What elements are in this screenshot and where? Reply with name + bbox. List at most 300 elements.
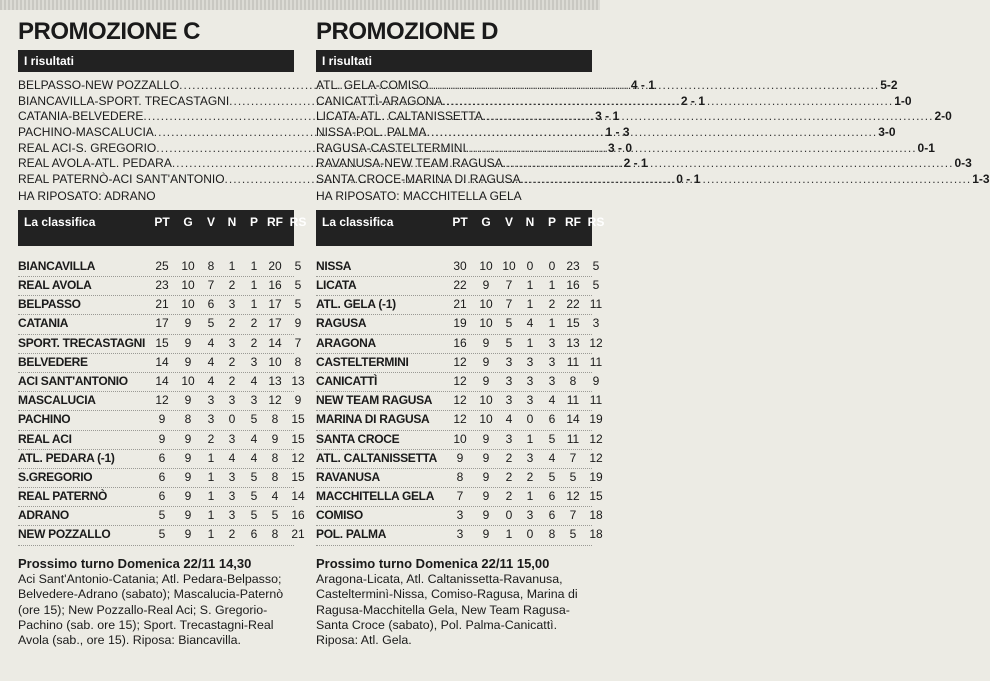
stat-cell: 9	[482, 335, 490, 350]
standings-header	[18, 210, 307, 246]
stat-cell: 9	[294, 393, 302, 408]
standings-row	[316, 507, 603, 526]
stat-cell: 1	[250, 297, 258, 312]
stat-cell: 9	[184, 316, 192, 331]
column-header: RF	[565, 214, 581, 229]
standings-row	[18, 258, 302, 277]
next-round-text: Aragona-Licata, Atl. Caltanissetta-Ravanusa, Castelterminì-Nissa, Comiso-Ragusa, Marina di Ragusa-Macchitella Gela, New Team Ragusa-Santa Croce (sabato), Pol. Palma-Canicattì. Riposa: Atl. Gela.	[316, 571, 578, 648]
stat-cell: 2	[505, 450, 513, 465]
stat-cell: 8	[271, 450, 279, 465]
result-score: 4 - 1	[630, 78, 655, 92]
stat-cell: 3	[228, 489, 236, 504]
team-name: ARAGONA	[316, 335, 376, 350]
stat-cell: 8	[456, 469, 464, 484]
stat-cell: 9	[482, 278, 490, 292]
standings-table	[18, 258, 305, 546]
result-score: 1-0	[894, 93, 912, 108]
stat-cell: 19	[589, 412, 603, 427]
team-name: RAVANUSA	[316, 469, 380, 484]
result-score: 1-3	[972, 172, 990, 187]
stat-cell: 1	[548, 278, 556, 292]
standings-row	[18, 335, 302, 354]
stat-cell: 8	[207, 258, 215, 273]
stat-cell: 2	[526, 469, 534, 484]
stat-cell: 8	[271, 412, 279, 427]
dot-leader	[428, 78, 879, 94]
result-match: REAL ACI-S. GREGORIO	[18, 140, 157, 155]
stat-cell: 7	[569, 450, 577, 465]
stat-cell: 2	[207, 431, 215, 446]
stat-cell: 14	[268, 335, 282, 350]
stat-cell: 4	[548, 450, 556, 465]
stat-cell: 9	[294, 316, 302, 331]
stat-cell: 1	[526, 278, 534, 292]
stat-cell: 12	[589, 431, 603, 446]
stat-cell: 3	[505, 393, 513, 408]
stat-cell: 15	[291, 469, 305, 484]
stat-cell: 7	[294, 335, 302, 350]
stat-cell: 3	[228, 297, 236, 312]
dot-leader	[426, 125, 877, 141]
team-name: NEW POZZALLO	[18, 527, 111, 542]
stat-cell: 1	[526, 297, 534, 312]
stat-cell: 3	[526, 450, 534, 465]
stat-cell: 1	[207, 450, 215, 465]
column-header: N	[227, 214, 237, 229]
stat-cell: 8	[294, 354, 302, 369]
standings-row	[18, 431, 305, 450]
stat-cell: 8	[548, 527, 556, 542]
stat-cell: 7	[207, 278, 215, 292]
result-score: 3-0	[878, 125, 896, 140]
stat-cell: 6	[158, 450, 166, 465]
stat-cell: 22	[453, 278, 467, 292]
stat-cell: 3	[548, 373, 556, 388]
column-header: N	[525, 214, 535, 229]
stat-cell: 15	[155, 335, 169, 350]
stat-cell: 21	[453, 297, 467, 312]
stat-cell: 8	[569, 373, 577, 388]
stat-cell: 0	[526, 527, 534, 542]
team-name: RAGUSA	[316, 316, 367, 331]
team-name: CATANIA	[18, 316, 69, 331]
stat-cell: 5	[569, 469, 577, 484]
standings-row	[316, 450, 603, 469]
stat-cell: 15	[566, 316, 580, 331]
stat-cell: 5	[158, 508, 166, 523]
stat-cell: 25	[155, 258, 169, 273]
stat-cell: 18	[589, 527, 603, 542]
stat-cell: 5	[250, 469, 258, 484]
stat-cell: 7	[569, 508, 577, 523]
stat-cell: 18	[589, 508, 603, 523]
stat-cell: 2	[228, 316, 236, 331]
stat-cell: 1	[548, 316, 556, 331]
standings-table	[316, 258, 603, 546]
stat-cell: 3	[505, 373, 513, 388]
stat-cell: 1	[526, 335, 534, 350]
stat-cell: 20	[268, 258, 282, 273]
stat-cell: 10	[181, 258, 195, 273]
team-name: NISSA	[316, 258, 352, 273]
stat-cell: 11	[589, 297, 603, 312]
team-name: ACI SANT'ANTONIO	[18, 373, 128, 388]
result-match: ATL. GELA-COMISO	[316, 78, 429, 92]
stat-cell: 1	[228, 258, 236, 273]
stat-cell: 12	[291, 450, 305, 465]
dot-leader	[520, 172, 971, 188]
next-round-title: Prossimo turno Domenica 22/11 14,30	[18, 555, 252, 571]
stat-cell: 12	[155, 393, 169, 408]
standings-label: La classifica	[24, 214, 96, 229]
stat-cell: 3	[207, 393, 215, 408]
next-round-text: Aci Sant'Antonio-Catania; Atl. Pedara-Belpasso; Belvedere-Adrano (sabato); Mascalucia-Paternò (ore 15); New Pozzallo-Real Aci; S. Gregorio-Pachino (sab. ore 15); Sport. Trecastagni-Real Avola (sab., ore 15). Riposa: Biancavilla.	[18, 571, 284, 648]
result-match: REAL AVOLA-ATL. PEDARA	[18, 156, 172, 171]
stat-cell: 3	[526, 508, 534, 523]
standings-row	[18, 392, 302, 411]
stat-cell: 23	[155, 278, 169, 292]
column-header: PT	[154, 214, 170, 229]
stat-cell: 19	[589, 469, 603, 484]
stat-cell: 3	[456, 527, 464, 542]
dot-leader	[503, 156, 954, 172]
team-name: NEW TEAM RAGUSA	[316, 393, 433, 408]
team-name: REAL PATERNÒ	[18, 489, 108, 504]
stat-cell: 3	[505, 431, 513, 446]
stat-cell: 9	[482, 431, 490, 446]
standings-row	[18, 315, 302, 334]
stat-cell: 4	[526, 316, 534, 331]
standings-row	[316, 469, 603, 488]
stat-cell: 3	[228, 393, 236, 408]
column-header: G	[183, 214, 193, 229]
stat-cell: 0	[526, 258, 534, 273]
stat-cell: 0	[526, 412, 534, 427]
stat-cell: 11	[589, 393, 603, 408]
dot-leader	[442, 94, 893, 110]
standings-row	[316, 526, 603, 545]
stat-cell: 10	[479, 297, 493, 312]
section-title: PROMOZIONE C	[18, 18, 201, 45]
stat-cell: 7	[505, 278, 513, 292]
standings-row	[18, 488, 305, 507]
stat-cell: 3	[250, 354, 258, 369]
stat-cell: 12	[268, 393, 282, 408]
stat-cell: 21	[291, 527, 305, 542]
standings-row	[18, 354, 302, 373]
stat-cell: 1	[250, 278, 258, 292]
standings-row	[316, 373, 600, 392]
stat-cell: 8	[184, 412, 192, 427]
stat-cell: 4	[207, 335, 215, 350]
result-score: 5-2	[880, 78, 898, 92]
stat-cell: 16	[268, 278, 282, 292]
stat-cell: 3	[592, 316, 600, 331]
rest-note: HA RIPOSATO: ADRANO	[18, 188, 156, 203]
stat-cell: 6	[250, 527, 258, 542]
stat-cell: 11	[589, 354, 603, 369]
team-name: ATL. CALTANISSETTA	[316, 450, 438, 465]
stat-cell: 1	[505, 527, 513, 542]
stat-cell: 10	[479, 412, 493, 427]
stat-cell: 2	[250, 316, 258, 331]
stat-cell: 4	[250, 373, 258, 388]
stat-cell: 13	[566, 335, 580, 350]
stat-cell: 16	[291, 508, 305, 523]
section-title: PROMOZIONE D	[316, 18, 499, 45]
stat-cell: 23	[566, 258, 580, 273]
stat-cell: 9	[592, 373, 600, 388]
stat-cell: 10	[181, 297, 195, 312]
stat-cell: 1	[526, 431, 534, 446]
stat-cell: 3	[228, 431, 236, 446]
column-header: RS	[289, 214, 307, 229]
standings-row	[18, 373, 305, 392]
team-name: REAL ACI	[18, 431, 72, 446]
stat-cell: 5	[250, 508, 258, 523]
rest-note: HA RIPOSATO: MACCHITELLA GELA	[316, 188, 522, 203]
stat-cell: 9	[184, 335, 192, 350]
result-match: PACHINO-MASCALUCIA	[18, 125, 154, 140]
team-name: ATL. PEDARA (-1)	[18, 450, 115, 465]
stat-cell: 9	[184, 527, 192, 542]
column-header: P	[547, 214, 556, 229]
stat-cell: 14	[566, 412, 580, 427]
stat-cell: 2	[505, 489, 513, 504]
standings-row	[316, 354, 603, 373]
stat-cell: 3	[228, 508, 236, 523]
stat-cell: 0	[548, 258, 556, 273]
result-score: 2 - 1	[680, 93, 705, 108]
stat-cell: 8	[271, 527, 279, 542]
stat-cell: 2	[228, 278, 236, 292]
result-match: LICATA-ATL. CALTANISSETTA	[316, 109, 483, 124]
team-name: REAL AVOLA	[18, 278, 92, 292]
standings-row	[316, 258, 600, 277]
next-round-title: Prossimo turno Domenica 22/11 15,00	[316, 555, 550, 571]
stat-cell: 9	[482, 373, 490, 388]
stat-cell: 7	[456, 489, 464, 504]
stat-cell: 6	[158, 469, 166, 484]
stat-cell: 5	[294, 258, 302, 273]
stat-cell: 5	[569, 527, 577, 542]
results-header: I risultati	[18, 50, 294, 72]
stat-cell: 3	[526, 373, 534, 388]
team-name: PACHINO	[18, 412, 71, 427]
stat-cell: 9	[184, 393, 192, 408]
stat-cell: 5	[207, 316, 215, 331]
stat-cell: 9	[184, 489, 192, 504]
stat-cell: 9	[482, 527, 490, 542]
result-match: CATANIA-BELVEDERE	[18, 109, 144, 124]
result-score: 1 - 3	[605, 125, 630, 140]
stat-cell: 12	[453, 393, 467, 408]
team-name: S.GREGORIO	[18, 469, 93, 484]
result-score: 3 - 0	[608, 140, 633, 155]
stat-cell: 12	[589, 335, 603, 350]
stat-cell: 2	[228, 527, 236, 542]
stat-cell: 17	[268, 297, 282, 312]
result-score: 2 - 1	[623, 156, 648, 171]
result-score: 0-3	[954, 156, 972, 171]
stat-cell: 13	[268, 373, 282, 388]
result-match: RAGUSA-CASTELTERMINI	[316, 140, 466, 155]
column-header: P	[249, 214, 258, 229]
stat-cell: 22	[566, 297, 580, 312]
stat-cell: 5	[505, 335, 513, 350]
stat-cell: 3	[456, 508, 464, 523]
stat-cell: 9	[482, 469, 490, 484]
stat-cell: 5	[250, 412, 258, 427]
team-name: COMISO	[316, 508, 363, 523]
stat-cell: 4	[250, 450, 258, 465]
stat-cell: 1	[207, 527, 215, 542]
standings-row	[18, 526, 305, 545]
stat-cell: 2	[228, 373, 236, 388]
stat-cell: 4	[207, 354, 215, 369]
standings-row	[18, 450, 305, 469]
column-promozione-d	[316, 10, 990, 648]
stat-cell: 9	[184, 431, 192, 446]
result-score: 3 - 1	[595, 109, 620, 124]
stat-cell: 9	[158, 431, 166, 446]
stat-cell: 4	[228, 450, 236, 465]
stat-cell: 3	[526, 393, 534, 408]
column-header: V	[206, 214, 215, 229]
stat-cell: 5	[592, 278, 600, 292]
stat-cell: 9	[184, 450, 192, 465]
result-score: 0 - 1	[676, 172, 701, 187]
team-name: ADRANO	[18, 508, 69, 523]
result-match: REAL PATERNÒ-ACI SANT'ANTONIO	[18, 172, 225, 187]
stat-cell: 12	[589, 450, 603, 465]
stat-cell: 4	[548, 393, 556, 408]
stat-cell: 10	[453, 431, 467, 446]
stat-cell: 12	[453, 354, 467, 369]
stat-cell: 3	[548, 354, 556, 369]
stat-cell: 17	[155, 316, 169, 331]
stat-cell: 9	[482, 450, 490, 465]
stat-cell: 9	[184, 354, 192, 369]
standings-label: La classifica	[322, 214, 394, 229]
stat-cell: 8	[271, 469, 279, 484]
team-name: MACCHITELLA GELA	[316, 489, 435, 504]
stat-cell: 0	[505, 508, 513, 523]
result-match: NISSA-POL. PALMA	[316, 125, 427, 140]
stat-cell: 4	[271, 489, 279, 504]
standings-row	[316, 335, 603, 354]
result-match: RAVANUSA-NEW TEAM RAGUSA	[316, 156, 503, 171]
stat-cell: 16	[566, 278, 580, 292]
standings-row	[18, 277, 302, 296]
column-header: RS	[587, 214, 605, 229]
stat-cell: 4	[207, 373, 215, 388]
stat-cell: 4	[250, 431, 258, 446]
result-match: CANICATTÌ-ARAGONA	[316, 93, 443, 108]
stat-cell: 14	[155, 354, 169, 369]
stat-cell: 2	[505, 469, 513, 484]
standings-row	[316, 488, 603, 507]
stat-cell: 5	[294, 297, 302, 312]
result-match: SANTA CROCE-MARINA DI RAGUSA	[316, 172, 521, 187]
result-match: BELPASSO-NEW POZZALLO	[18, 78, 180, 92]
team-name: BELPASSO	[18, 297, 81, 312]
stat-cell: 1	[250, 258, 258, 273]
team-name: LICATA	[316, 278, 357, 292]
top-band	[0, 0, 600, 10]
stat-cell: 3	[250, 393, 258, 408]
results-header: I risultati	[316, 50, 592, 72]
result-score: 2-0	[934, 109, 952, 124]
stat-cell: 30	[453, 258, 467, 273]
stat-cell: 3	[207, 412, 215, 427]
standings-row	[316, 392, 603, 411]
standings-row	[18, 411, 305, 430]
stat-cell: 15	[291, 431, 305, 446]
stat-cell: 6	[548, 412, 556, 427]
stat-cell: 9	[456, 450, 464, 465]
stat-cell: 14	[291, 489, 305, 504]
stat-cell: 5	[294, 278, 302, 292]
next-round	[316, 556, 592, 649]
stat-cell: 14	[155, 373, 169, 388]
stat-cell: 5	[505, 316, 513, 331]
stat-cell: 5	[548, 431, 556, 446]
team-name: SANTA CROCE	[316, 431, 400, 446]
stat-cell: 15	[291, 412, 305, 427]
column-header: G	[481, 214, 491, 229]
stat-cell: 9	[158, 412, 166, 427]
stat-cell: 12	[566, 489, 580, 504]
dot-leader	[483, 109, 934, 125]
stat-cell: 5	[548, 469, 556, 484]
stat-cell: 1	[207, 469, 215, 484]
stat-cell: 9	[482, 354, 490, 369]
team-name: MARINA DI RAGUSA	[316, 412, 430, 427]
stat-cell: 1	[207, 508, 215, 523]
standings-row	[18, 296, 302, 315]
column-header: V	[504, 214, 513, 229]
result-score: 0-1	[917, 140, 935, 155]
stat-cell: 16	[453, 335, 467, 350]
stat-cell: 11	[566, 354, 580, 369]
stat-cell: 3	[548, 335, 556, 350]
stat-cell: 3	[526, 354, 534, 369]
stat-cell: 4	[505, 412, 513, 427]
stat-cell: 2	[548, 297, 556, 312]
stat-cell: 21	[155, 297, 169, 312]
stat-cell: 9	[482, 489, 490, 504]
stat-cell: 2	[250, 335, 258, 350]
team-name: BELVEDERE	[18, 354, 88, 369]
result-match: BIANCAVILLA-SPORT. TRECASTAGNI	[18, 93, 230, 108]
standings-row	[18, 507, 305, 526]
stat-cell: 11	[566, 393, 580, 408]
stat-cell: 17	[268, 316, 282, 331]
stat-cell: 7	[505, 297, 513, 312]
standings-row	[316, 296, 603, 315]
team-name: ATL. GELA (-1)	[316, 297, 396, 312]
stat-cell: 10	[502, 258, 516, 273]
standings-header	[316, 210, 605, 246]
standings-row	[316, 431, 603, 450]
stat-cell: 10	[181, 278, 195, 292]
standings-row	[316, 315, 600, 334]
stat-cell: 3	[228, 469, 236, 484]
stat-cell: 5	[250, 489, 258, 504]
stat-cell: 2	[228, 354, 236, 369]
stat-cell: 9	[184, 469, 192, 484]
